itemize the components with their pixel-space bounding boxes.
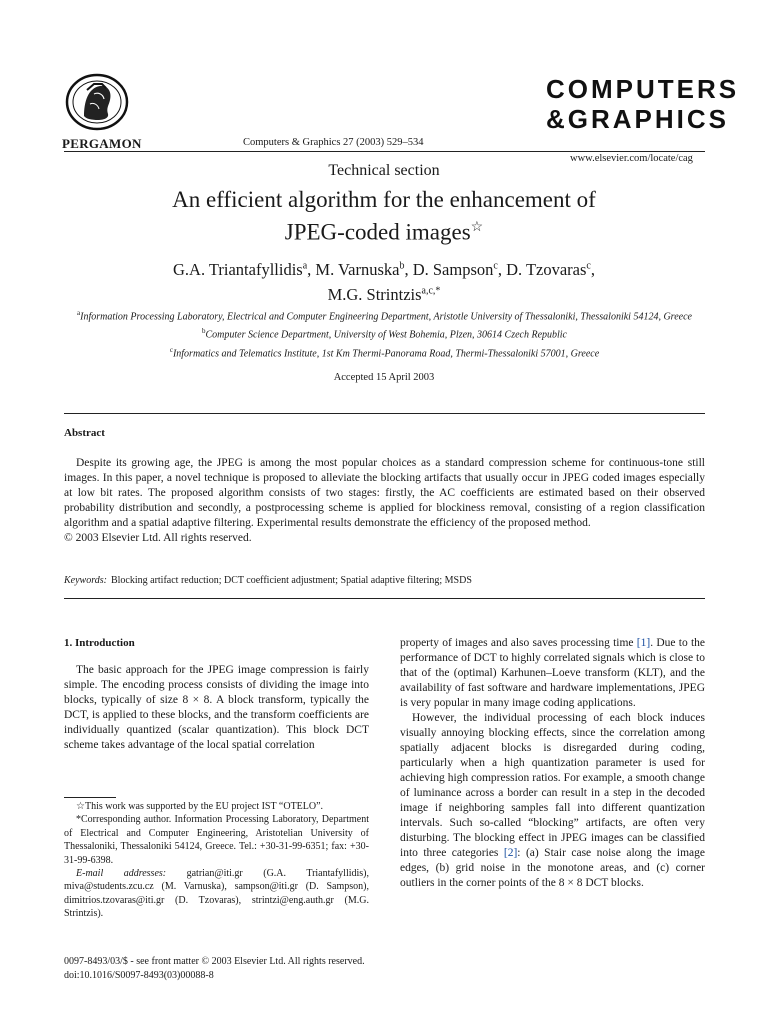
footnote-emails [64, 867, 369, 921]
abstract-heading: Abstract [64, 427, 105, 439]
publisher-logo [64, 72, 130, 132]
page-footer [64, 955, 365, 983]
email-label: E-mail addresses: [76, 868, 167, 880]
reference-link-2[interactable]: [2] [503, 847, 518, 859]
publisher-name: PERGAMON [62, 136, 142, 151]
author-3: D. Sampson$^c$, [412, 259, 507, 279]
author-5: M.G. Strintzis$^{a,c,*}$ [327, 285, 441, 304]
author-2: M. Varnuska$^b$, [315, 259, 413, 279]
affiliations [64, 306, 705, 361]
journal-title [546, 74, 739, 134]
section-heading-introduction: 1. Introduction [64, 637, 135, 649]
article-title-line1: An efficient algorithm for the enhancement of [172, 187, 596, 212]
abstract-copyright: © 2003 Elsevier Ltd. All rights reserved. [64, 532, 252, 544]
title-footnote-mark[interactable]: ☆ [470, 220, 484, 235]
left-column [64, 636, 369, 753]
keywords-label: Keywords: [64, 575, 107, 586]
affiliation-b: $^b$Computer Science Department, University of West Bohemia, Plzen, 30614 Czech Republic [202, 327, 567, 341]
article-title-line2: JPEG-coded images [284, 219, 471, 245]
abstract-body [64, 456, 705, 546]
author-1: G.A. Triantafyllidis$^a$, [172, 259, 316, 279]
keywords-text: Blocking artifact reduction; DCT coefficient adjustment; Spatial adaptive filtering; MSDS [110, 575, 472, 586]
abstract-top-divider [64, 413, 705, 414]
accepted-date: Accepted 15 April 2003 [333, 372, 435, 383]
footnote-funding: ☆This work was supported by the EU project IST “OTELO”. [76, 801, 324, 812]
reference-link-1[interactable]: [1] [636, 637, 651, 649]
article-title [110, 186, 658, 247]
footnotes [64, 800, 369, 921]
email-addresses: gatrian@iti.gr (G.A. Triantafyllidis), miva@students.zcu.cz (M. Varnuska), sampson@iti.gr (D. Sampson), dimitrios.tzovaras@iti.gr (D. Tzovaras), strintzi@eng.auth.gr (M.G. Strintzis). [64, 868, 370, 920]
footnote-divider [64, 797, 116, 798]
abstract-text: Despite its growing age, the JPEG is among the most popular choices as a standard compression scheme for continuous-tone still images. In this paper, a novel technique is proposed to alleviate the blocking artifacts that usually occur in JPEG coded images especially at low bit rates. The proposed algorithm consists of two stages: firstly, the AC coefficients are estimated based on their observed probability distribution and secondly, a postprocessing scheme is applied for blockiness removal, consisting of a region classification algorithm and a spatial adaptive filtering. Experimental results demonstrate the efficiency of the proposed method. [64, 457, 705, 529]
header-divider [64, 151, 705, 152]
author-list [90, 255, 678, 306]
issn-line: 0097-8493/03/$ - see front matter © 2003 Elsevier Ltd. All rights reserved. [64, 956, 365, 967]
intro-paragraph-1: The basic approach for the JPEG image compression is fairly simple. The encoding process consists of dividing the image into blocks, typically of size 8 × 8. A block transform, typically the DCT, is applied to these blocks, and the transform coefficients are individually quantized (scalar quantization). This block DCT scheme takes advantage of the local spatial correlation [64, 664, 369, 751]
journal-citation: Computers & Graphics 27 (2003) 529–534 [243, 137, 424, 148]
journal-title-line2: &GRAPHICS [546, 104, 730, 134]
affiliation-a: $^a$Information Processing Laboratory, Electrical and Computer Engineering Department, Aristotle University of Thessaloniki, Thessaloniki 54124, Greece [77, 309, 692, 323]
section-label: Technical section [328, 162, 440, 179]
author-4: D. Tzovaras$^c$, [506, 259, 595, 279]
affiliation-c: $^c$Informatics and Telematics Institute, 1st Km Thermi-Panorama Road, Thermi-Thessaloniki 57001, Greece [169, 345, 600, 359]
intro-paragraph-3: However, the individual processing of each block induces visually annoying blocking effects, since the correlation among spatially adjacent blocks is disregarded during coding, particularly when a high quantization parameter is used for achieving high compression ratios. For example, a smooth change of luminance across a border can result in a step in the decoded image if neighboring samples fall into different quantization intervals. Such so-called “blocking” artifacts, are often very disturbing. The blocking effect in JPEG images can be classified into three categories [2]: (a) Stair case noise along the image edges, (b) grid noise in the monotone areas, and (c) corner outliers in the corner points of the 8 × 8 DCT blocks. [400, 712, 705, 889]
elsevier-tree-icon [64, 72, 130, 132]
right-column [400, 636, 705, 891]
journal-title-line1: COMPUTERS [546, 74, 740, 104]
intro-paragraph-2: property of images and also saves processing time [1]. Due to the performance of DCT to highly correlated signals which is close to that of the (optimal) Karhunen–Loeve transform (KLT), and the availability of fast software and hardware implementations, JPEG is very popular in many image coding applications. [400, 637, 706, 709]
footnote-corresponding: *Corresponding author. Information Processing Laboratory, Department of Electrical and Computer Engineering, Aristotelian University of Thessaloniki, Thessaloniki 54124, Greece. Tel.: +30-31-99-6351; fax: +30-31-99-6398. [64, 814, 369, 866]
journal-url[interactable]: www.elsevier.com/locate/cag [570, 153, 693, 164]
doi-line[interactable]: doi:10.1016/S0097-8493(03)00088-8 [64, 970, 214, 981]
keywords [64, 575, 472, 586]
abstract-bottom-divider [64, 598, 705, 599]
